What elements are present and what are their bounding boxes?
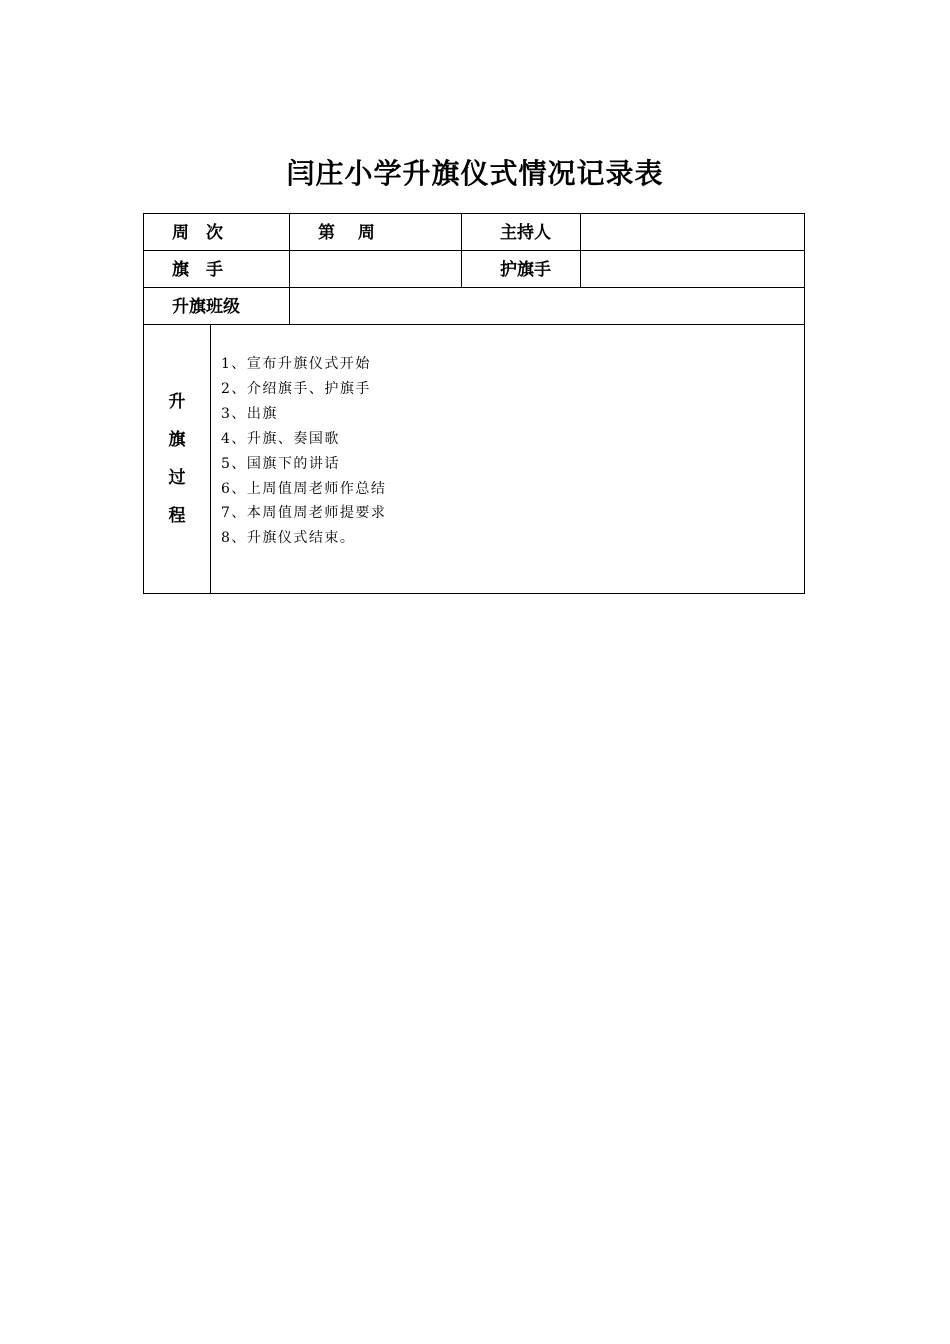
list-item: 1、宣布升旗仪式开始: [221, 356, 371, 372]
flag-bearer-label: 旗 手: [172, 260, 223, 280]
process-label-char: 旗: [168, 430, 186, 450]
week-value-cell[interactable]: [290, 214, 462, 251]
table-row-week: [144, 214, 805, 251]
process-label-char: 过: [168, 468, 186, 488]
page-title: 闫庄小学升旗仪式情况记录表: [286, 157, 664, 190]
list-item: 3、出旗: [221, 405, 278, 422]
flag-bearer-label-cell: [144, 251, 290, 288]
list-item: 4、升旗、奏国歌: [221, 430, 340, 447]
host-value-cell[interactable]: [581, 214, 805, 251]
list-item: 8、升旗仪式结束。: [221, 530, 356, 547]
class-label: 升旗班级: [172, 297, 240, 317]
class-value-cell[interactable]: [290, 288, 805, 325]
process-steps-list: [211, 325, 804, 551]
class-label-cell: [144, 288, 290, 325]
process-label-char: 升: [168, 392, 186, 412]
list-item: 7、本周值周老师提要求: [221, 505, 387, 522]
guard-label: 护旗手: [500, 260, 551, 280]
class-value: [290, 288, 804, 292]
process-steps-cell: [211, 325, 805, 594]
process-label-char: 程: [168, 506, 186, 526]
flag-bearer-value: [290, 251, 461, 255]
host-label: 主持人: [500, 223, 551, 243]
week-label: 周 次: [172, 223, 223, 243]
record-table: [143, 213, 805, 594]
list-item: 5、国旗下的讲话: [221, 455, 340, 472]
table-row-class: [144, 288, 805, 325]
flag-bearer-value-cell[interactable]: [290, 251, 462, 288]
guard-value-cell[interactable]: [581, 251, 805, 288]
list-item: 2、介绍旗手、护旗手: [221, 380, 371, 397]
week-value: 第 周: [318, 223, 375, 243]
host-value: [581, 214, 804, 218]
table-row-flag-bearer: [144, 251, 805, 288]
process-label: [144, 325, 211, 594]
guard-value: [581, 251, 804, 255]
table-row-process: [144, 325, 805, 594]
week-label-cell: [144, 214, 290, 251]
list-item: 6、上周值周老师作总结: [221, 480, 387, 497]
host-label-cell: [462, 214, 581, 251]
guard-label-cell: [462, 251, 581, 288]
